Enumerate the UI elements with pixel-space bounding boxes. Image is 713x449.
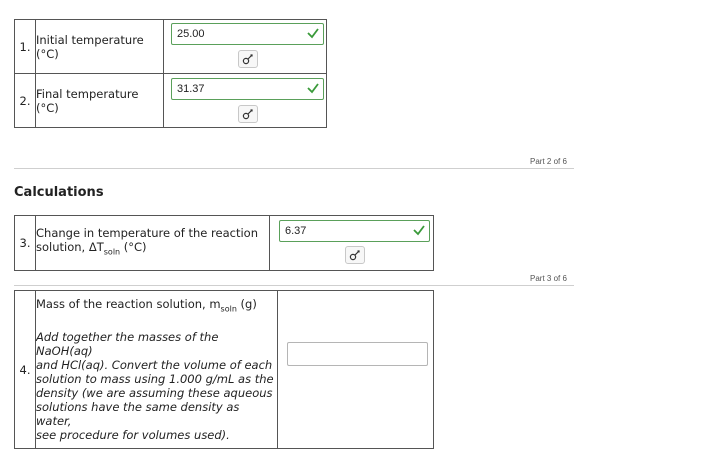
question-label <box>36 291 278 449</box>
label-text: (°C) <box>120 240 147 255</box>
key-icon-button[interactable] <box>345 246 365 264</box>
answer-cell <box>278 291 434 449</box>
question-4-table <box>14 290 434 449</box>
key-icon <box>349 249 361 261</box>
question-label: Final temperature (°C) <box>36 74 164 128</box>
section-heading: Calculations <box>14 185 104 200</box>
subscript: soln <box>103 247 121 257</box>
question-number: 3. <box>15 216 36 271</box>
instruction-line: density (we are assuming these aqueous <box>36 386 273 401</box>
label-text: Mass of the reaction solution, m <box>36 297 221 311</box>
label-line: Change in temperature of the reaction <box>36 226 258 241</box>
divider <box>14 285 574 286</box>
instruction-line: and HCl(aq). Convert the volume of each <box>36 358 273 373</box>
key-icon <box>242 108 254 120</box>
answer-input-mass-solution[interactable] <box>287 342 428 366</box>
question-label <box>36 216 270 271</box>
answer-input-initial-temperature[interactable] <box>171 23 324 45</box>
key-icon-button[interactable] <box>238 105 258 123</box>
label-text: solution, ΔT <box>36 240 104 255</box>
label-line: Initial temperature <box>36 32 144 47</box>
question-number: 4. <box>15 291 36 449</box>
key-icon <box>242 53 254 65</box>
instruction-line: solutions have the same density as water, <box>36 400 240 429</box>
key-icon-button[interactable] <box>238 50 258 68</box>
question-row-4 <box>15 291 434 449</box>
answer-value: 25.00 <box>177 28 205 40</box>
instruction-line: Add together the masses of the NaOH(aq) <box>36 330 219 359</box>
answer-input-delta-t[interactable] <box>279 220 430 242</box>
question-label <box>36 20 164 74</box>
subscript: soln <box>220 304 237 314</box>
part-indicator: Part 2 of 6 <box>530 157 567 166</box>
label-line <box>36 240 269 259</box>
answer-input-final-temperature[interactable] <box>171 78 324 100</box>
question-title <box>36 297 277 316</box>
instruction-line: solution to mass using 1.000 g/mL as the <box>36 372 274 387</box>
check-icon <box>306 81 320 95</box>
check-icon <box>306 26 320 40</box>
label-line: (°C) <box>36 46 59 61</box>
answer-value: 6.37 <box>285 225 307 237</box>
divider <box>14 168 574 169</box>
instruction-line: see procedure for volumes used). <box>36 428 230 443</box>
question-number: 2. <box>15 74 36 128</box>
part-indicator: Part 3 of 6 <box>530 274 567 283</box>
answer-value: 31.37 <box>177 83 205 95</box>
question-number: 1. <box>15 20 36 74</box>
check-icon <box>412 223 426 237</box>
instructions <box>36 330 277 442</box>
label-text: (g) <box>236 297 257 311</box>
